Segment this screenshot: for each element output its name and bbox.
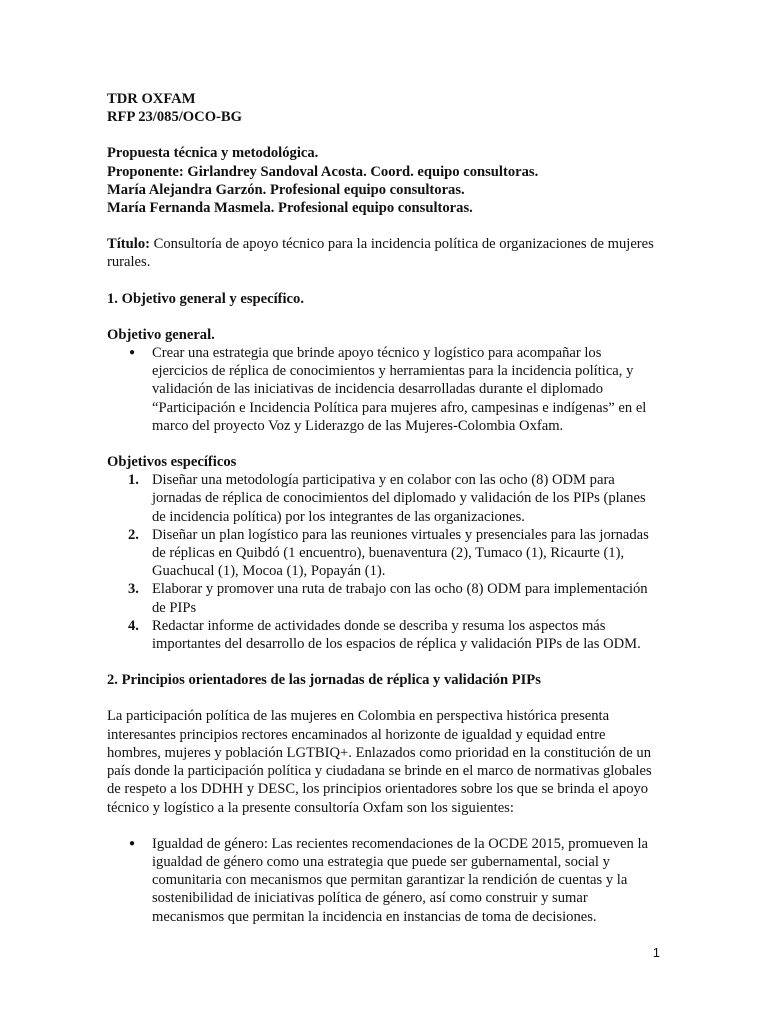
doc-header-line-2: RFP 23/085/OCO-BG <box>107 109 242 126</box>
list-text: Diseñar una metodología participativa y en colabor con las ocho (8) ODM para jornadas de réplica de conocimientos del diplomado y validación de los PIPs (planes de incidencia política) por los integrantes de las organizaciones. <box>152 472 646 525</box>
general-objective-heading: Objetivo general. <box>107 326 215 343</box>
list-number: 4. <box>128 617 139 634</box>
proposal-line-1: Propuesta técnica y metodológica. <box>107 145 319 162</box>
list-number: 1. <box>128 472 139 489</box>
general-objective-list <box>107 344 660 435</box>
proposal-line-4: María Fernanda Masmela. Profesional equipo consultoras. <box>107 200 473 217</box>
list-item <box>128 471 660 526</box>
list-item: ● Crear una estrategia que brinde apoyo técnico y logístico para acompañar los ejercicios de réplica de conocimientos y herramientas para la incidencia política, y validación de las iniciativas de incidencia desarrolladas durante el diplomado “Participación e Incidencia Política para mujeres afro, campesinas e indígenas” en el marco del proyecto Voz y Liderazgo de las Mujeres-Colombia Oxfam. <box>152 344 660 435</box>
specific-objectives-heading: Objetivos específicos <box>107 454 237 471</box>
list-number: 2. <box>128 526 139 543</box>
title-text: Consultoría de apoyo técnico para la incidencia política de organizaciones de mujeres rurales. <box>107 236 654 271</box>
section-2-heading: 2. Principios orientadores de las jornadas de réplica y validación PIPs <box>107 672 541 689</box>
doc-header-line-1: TDR OXFAM <box>107 91 196 107</box>
list-item: ● Igualdad de género: Las recientes recomendaciones de la OCDE 2015, promueven la igualdad de género como una estrategia que puede ser gubernamental, social y comunitaria con mecanismos que permitan garantizar la rendición de cuentas y la sostenibilidad de iniciativas política de género, así como construir y sumar mecanismos que permitan la incidencia en instancias de toma de decisiones. <box>152 835 660 926</box>
proposal-line-2: Proponente: Girlandrey Sandoval Acosta. Coord. equipo consultoras. <box>107 163 539 180</box>
list-item <box>128 526 660 581</box>
list-text: Elaborar y promover una ruta de trabajo con las ocho (8) ODM para implementación de PIPs <box>152 581 648 616</box>
list-item <box>128 617 660 653</box>
list-text: Redactar informe de actividades donde se describa y resuma los aspectos más importantes del desarrollo de los espacios de réplica y validación PIPs de las ODM. <box>152 617 641 653</box>
list-text: Diseñar un plan logístico para las reuniones virtuales y presenciales para las jornadas de réplicas en Quibdó (1 encuentro), buenaventura (2), Tumaco (1), Ricaurte (1), Guachucal (1), Mocoa (1), Popayán (1). <box>152 526 649 580</box>
specific-objectives-list <box>107 471 660 653</box>
title-label: Título: <box>107 236 150 253</box>
page-number: 1 <box>652 945 660 960</box>
document-title <box>107 235 660 271</box>
list-item <box>128 580 660 616</box>
principles-list <box>107 835 660 926</box>
list-number: 3. <box>128 581 139 598</box>
section-2-paragraph: La participación política de las mujeres en Colombia en perspectiva histórica presenta interesantes principios rectores encaminados al horizonte de igualdad y equidad entre hombres, mujeres y población LGTBIQ+. Enlazados como prioridad en la constitución de un país donde la participación política y ciudadana se brinde en el marco de normativas globales de respeto a los DDHH y DESC, los principios orientadores sobre los que se brinda el apoyo técnico y logístico a la presente consultoría Oxfam son los siguientes: <box>107 708 652 816</box>
proposal-line-3: María Alejandra Garzón. Profesional equipo consultoras. <box>107 181 465 198</box>
section-1-heading: 1. Objetivo general y específico. <box>107 290 304 307</box>
